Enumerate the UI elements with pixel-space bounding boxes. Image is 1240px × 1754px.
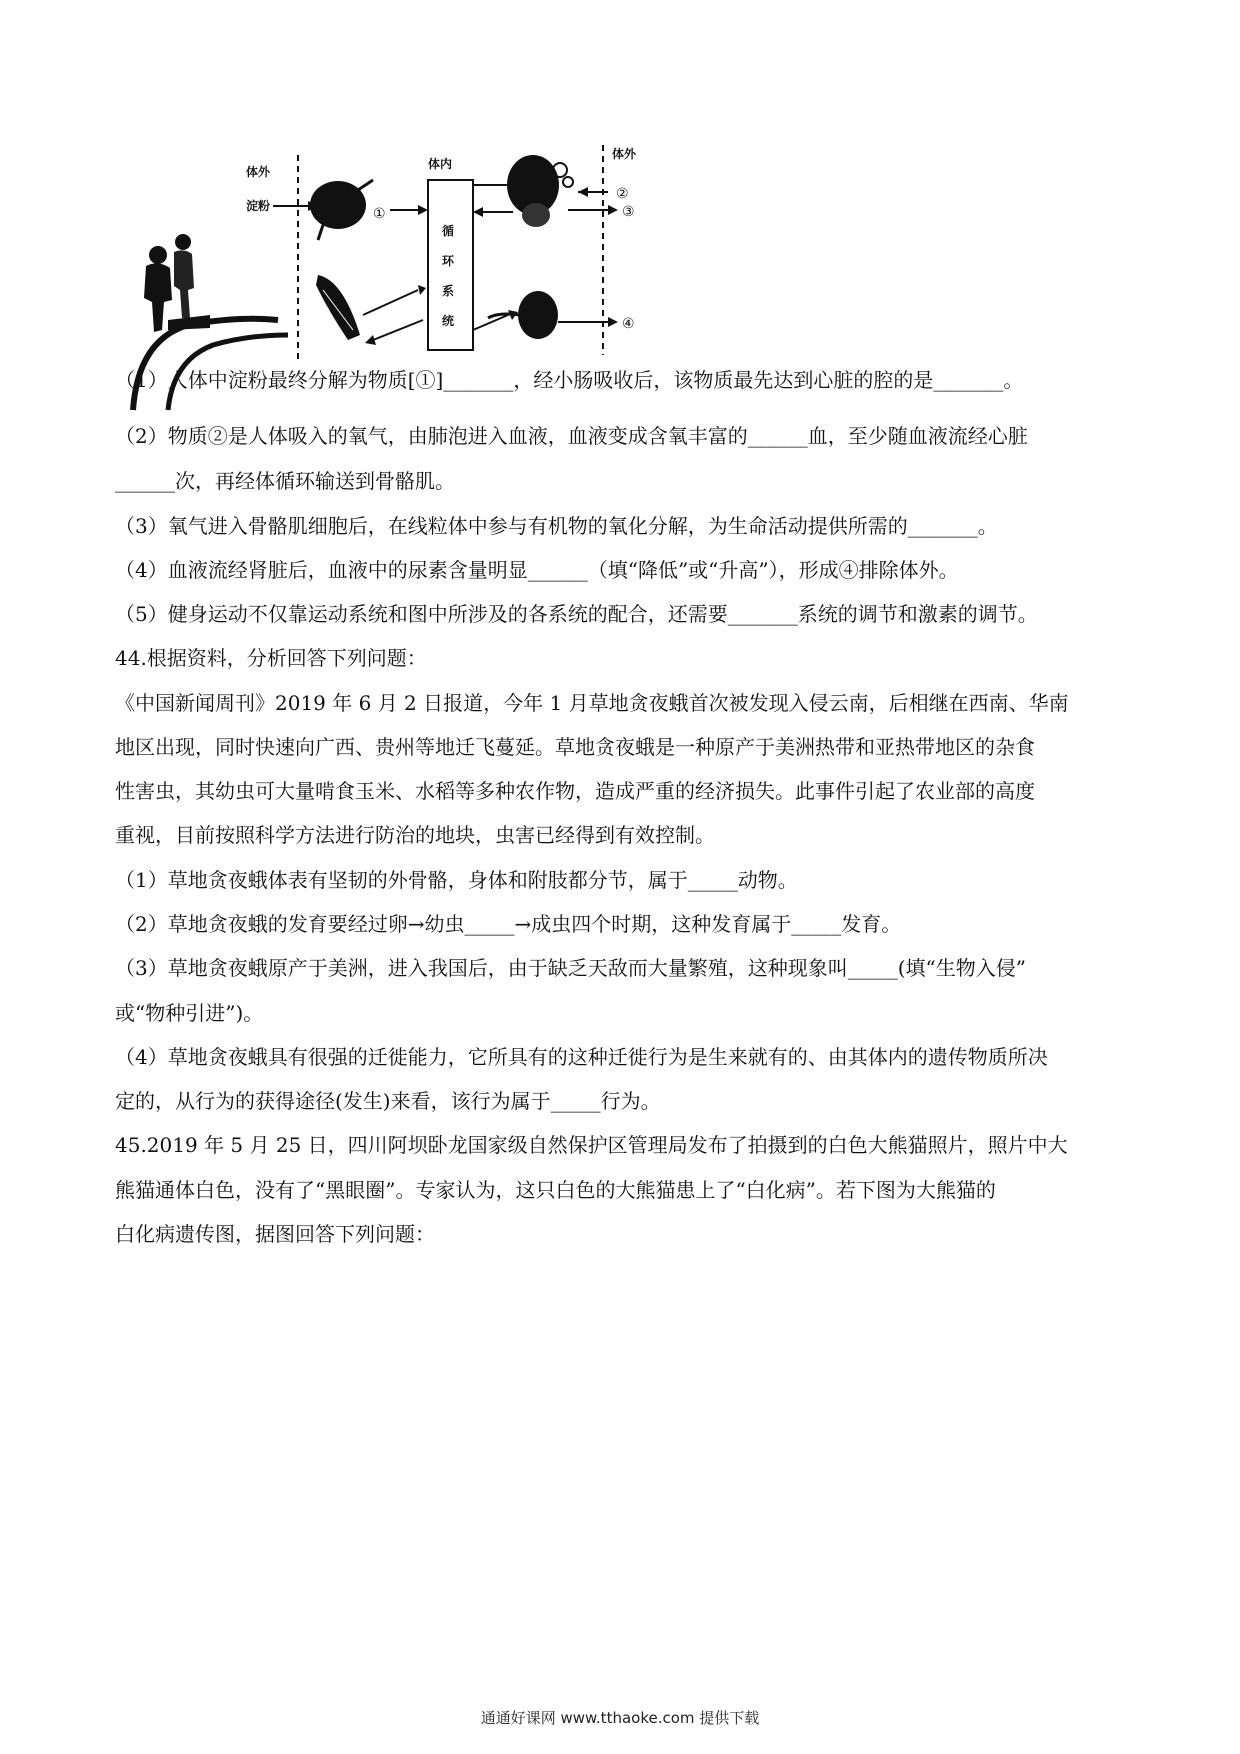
- system-char-2: 环: [442, 254, 455, 268]
- q43-part2-line1: （2）物质②是人体吸入的氧气，由肺泡进入血液，血液变成含氧丰富的______血，至少随血液流经心脏: [115, 424, 1028, 448]
- kidney-image: [488, 291, 558, 339]
- marker-1: ①: [373, 206, 386, 222]
- q44-part2: （2）草地贪夜蛾的发育要经过卵→幼虫_____→成虫四个时期，这种发育属于_____发育。: [115, 912, 902, 936]
- q44-material-line2: 地区出现，同时快速向广西、贵州等地迁飞蔓延。草地贪夜蛾是一种原产于美洲热带和亚热带地区的杂食: [115, 735, 1035, 759]
- q44-material-line3: 性害虫，其幼虫可大量啃食玉米、水稻等多种农作物，造成严重的经济损失。此事件引起了农业部的高度: [115, 779, 1035, 803]
- q43-part3: （3）氧气进入骨骼肌细胞后，在线粒体中参与有机物的氧化分解，为生命活动提供所需的_______。: [115, 514, 998, 538]
- muscle-image: [316, 275, 360, 340]
- marker-4: ④: [622, 316, 635, 332]
- label-inside: 体内: [428, 157, 453, 171]
- q43-part1: （1）人体中淀粉最终分解为物质[①]_______，经小肠吸收后，该物质最先达到心脏的腔的是_______。: [115, 368, 1024, 392]
- lungs-image: [507, 155, 573, 227]
- system-char-3: 系: [442, 284, 455, 298]
- q44-part3-line1: （3）草地贪夜蛾原产于美洲，进入我国后，由于缺乏天敌而大量繁殖，这种现象叫_____(填“生物入侵”: [115, 956, 1026, 980]
- page-footer: 通通好课网 www.tthaoke.com 提供下载: [480, 1709, 760, 1727]
- label-starch: 淀粉: [246, 199, 271, 213]
- q44-heading: 44.根据资料，分析回答下列问题：: [115, 646, 427, 670]
- q44-material-line1: 《中国新闻周刊》2019 年 6 月 2 日报道，今年 1 月草地贪夜蛾首次被发现入侵云南，后相继在西南、华南: [115, 691, 1069, 715]
- q44-part3-line2: 或“物种引进”)。: [115, 1001, 264, 1025]
- q43-part4: （4）血液流经肾脏后，血液中的尿素含量明显______（填“降低”或“升高”），形成④排除体外。: [115, 558, 959, 582]
- q45-line2: 熊猫通体白色，没有了“黑眼圈”。专家认为，这只白色的大熊猫患上了“白化病”。若下图为大熊猫的: [115, 1178, 996, 1202]
- q45-line1: 45.2019 年 5 月 25 日，四川阿坝卧龙国家级自然保护区管理局发布了拍摄到的白色大熊猫照片，照片中大: [115, 1133, 1068, 1157]
- q44-part4-line1: （4）草地贪夜蛾具有很强的迁徙能力，它所具有的这种迁徙行为是生来就有的、由其体内的遗传物质所决: [115, 1045, 1048, 1069]
- q45-line3: 白化病遗传图，据图回答下列问题：: [115, 1222, 435, 1246]
- q43-part2-line2: ______次，再经体循环输送到骨骼肌。: [115, 469, 455, 493]
- q44-material-line4: 重视，目前按照科学方法进行防治的地块，虫害已经得到有效控制。: [115, 823, 715, 847]
- label-outside-left: 体外: [246, 165, 271, 179]
- marker-2: ②: [616, 186, 629, 202]
- system-char-1: 循: [442, 224, 455, 238]
- digestive-system-image: [310, 180, 373, 240]
- label-outside-right: 体外: [612, 147, 637, 161]
- marker-3: ③: [622, 204, 635, 220]
- q44-part4-line2: 定的，从行为的获得途径(发生)来看，该行为属于_____行为。: [115, 1089, 661, 1113]
- q44-part1: （1）草地贪夜蛾体表有坚韧的外骨骼，身体和附肢都分节，属于_____动物。: [115, 868, 798, 892]
- q43-part5: （5）健身运动不仅靠运动系统和图中所涉及的各系统的配合，还需要_______系统的调节和激素的调节。: [115, 602, 1038, 626]
- system-char-4: 统: [442, 314, 455, 328]
